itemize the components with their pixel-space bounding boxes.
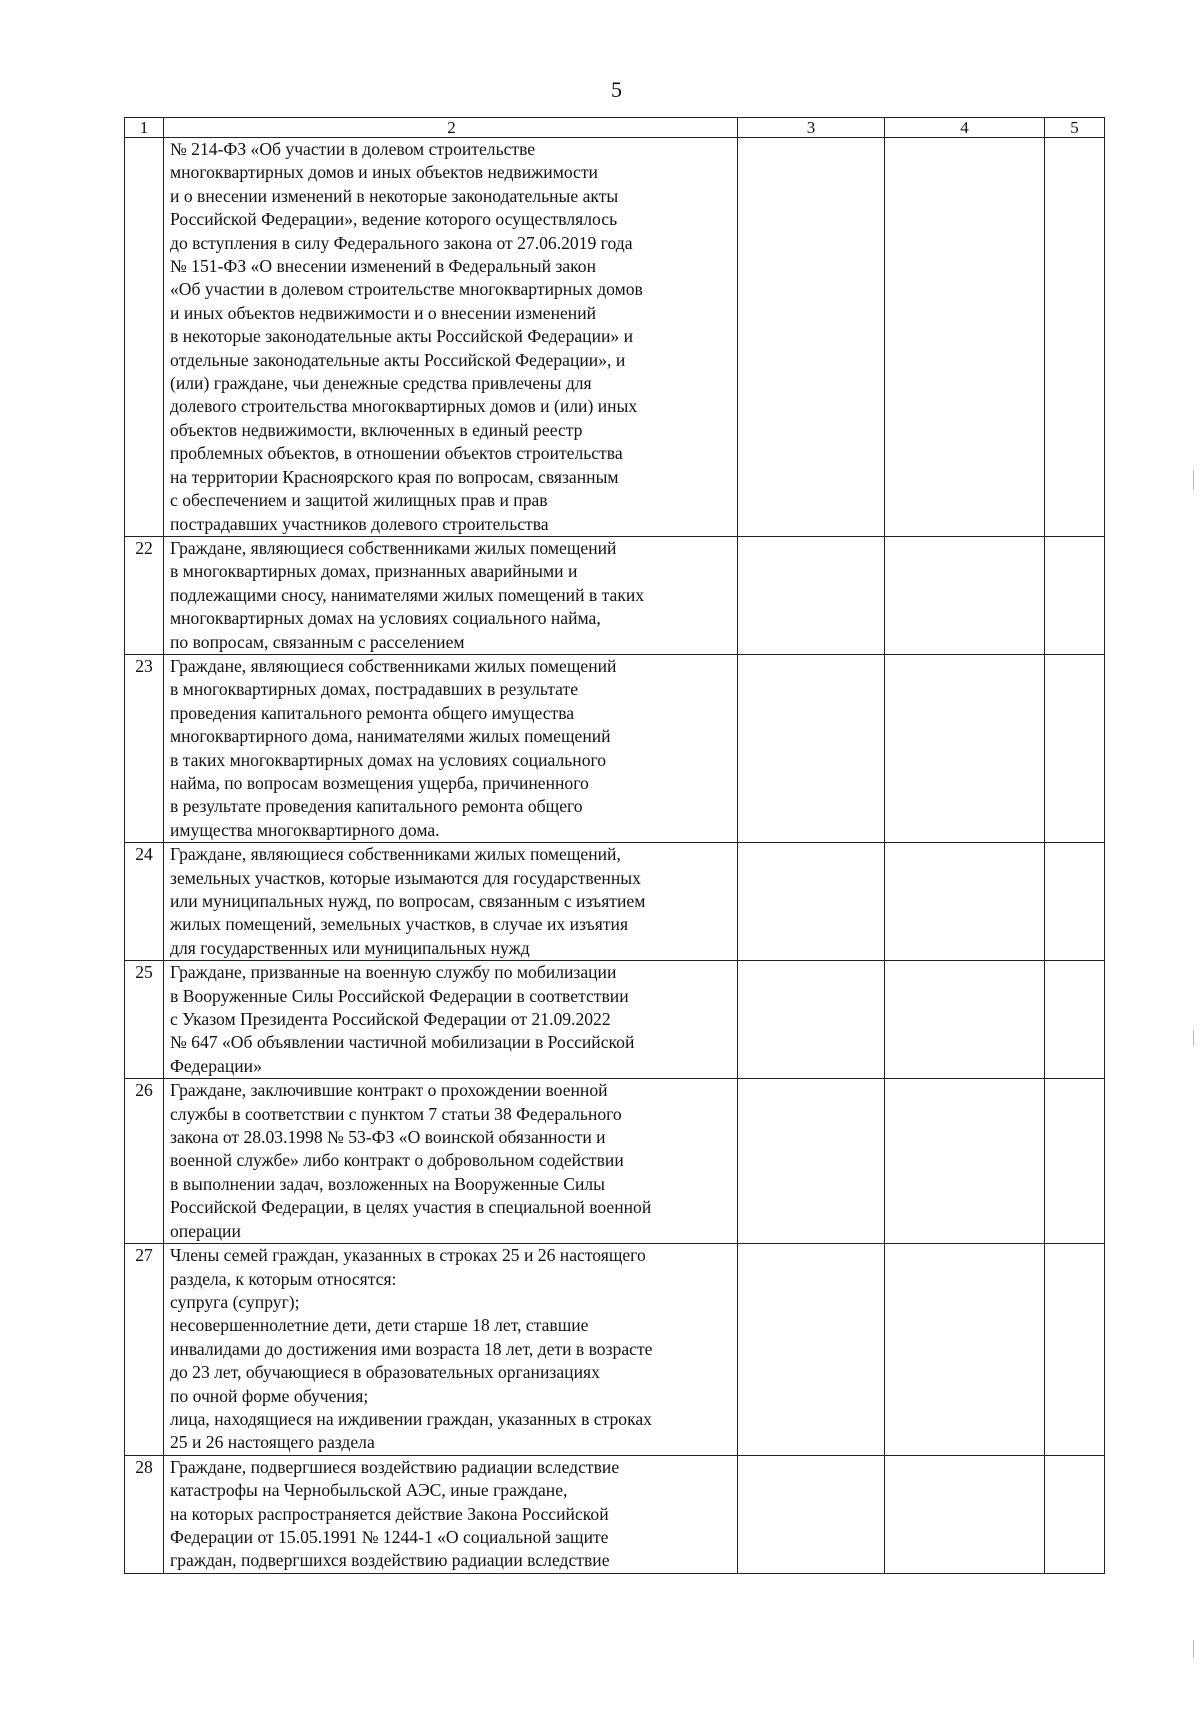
description-line: граждан, подвергшихся воздействию радиации вследствие xyxy=(170,1550,610,1571)
table-row xyxy=(125,1455,1105,1573)
description-line: супруга (супруг); xyxy=(170,1291,300,1312)
description-line: Российской Федерации, в целях участия в специальной военной xyxy=(170,1197,652,1218)
description-line: в результате проведения капитального ремонта общего xyxy=(170,796,583,817)
empty-column-4-cell xyxy=(885,138,1045,537)
description-line: в таких многоквартирных домах на условиях социального xyxy=(170,749,607,770)
description-line: операции xyxy=(170,1220,241,1241)
description-line: пострадавших участников долевого строительства xyxy=(170,513,549,534)
document-table xyxy=(124,117,1105,1574)
table-row xyxy=(125,536,1105,654)
row-number-cell: 27 xyxy=(125,1244,164,1456)
description-line: земельных участков, которые изымаются для государственных xyxy=(170,867,641,888)
column-header-5: 5 xyxy=(1045,118,1105,138)
description-line: Граждане, подвергшиеся воздействию радиации вследствие xyxy=(170,1456,620,1477)
empty-column-5-cell xyxy=(1045,536,1105,654)
empty-column-3-cell xyxy=(738,1079,885,1244)
description-line: многоквартирного дома, нанимателями жилых помещений xyxy=(170,726,611,747)
description-line: в Вооруженные Силы Российской Федерации в соответствии xyxy=(170,985,629,1006)
empty-column-3-cell xyxy=(738,961,885,1079)
description-cell xyxy=(164,654,738,842)
description-line: проведения капитального ремонта общего имущества xyxy=(170,702,575,723)
row-number-cell: 28 xyxy=(125,1455,164,1573)
empty-column-5-cell xyxy=(1045,961,1105,1079)
table-header-row xyxy=(125,118,1105,138)
description-line: до вступления в силу Федерального закона от 27.06.2019 года xyxy=(170,232,633,253)
table-row xyxy=(125,1244,1105,1456)
description-line: или муниципальных нужд, по вопросам, связанным с изъятием xyxy=(170,891,646,911)
description-line: многоквартирных домах на условиях социального найма, xyxy=(170,608,601,629)
row-number-cell xyxy=(125,138,164,537)
description-cell xyxy=(164,1079,738,1244)
description-line: Российской Федерации», ведение которого осуществлялось xyxy=(170,209,618,230)
table-row xyxy=(125,843,1105,961)
description-line: катастрофы на Чернобыльской АЭС, иные граждане, xyxy=(170,1480,568,1501)
empty-column-4-cell xyxy=(885,654,1045,842)
description-line: в многоквартирных домах, пострадавших в результате xyxy=(170,679,578,700)
description-line: Граждане, являющиеся собственниками жилых помещений, xyxy=(170,844,621,865)
description-line: (или) граждане, чьи денежные средства привлечены для xyxy=(170,373,592,394)
description-line: объектов недвижимости, включенных в единый реестр xyxy=(170,419,583,440)
table-row xyxy=(125,961,1105,1079)
empty-column-3-cell xyxy=(738,1244,885,1456)
description-line: жилых помещений, земельных участков, в случае их изъятия xyxy=(170,914,629,935)
description-line: имущества многоквартирного дома. xyxy=(170,819,440,840)
row-number-cell: 23 xyxy=(125,654,164,842)
description-line: с обеспечением и защитой жилищных прав и прав xyxy=(170,490,548,511)
description-line: № 214-ФЗ «Об участии в долевом строительстве xyxy=(170,139,536,159)
table-row xyxy=(125,1079,1105,1244)
description-line: в некоторые законодательные акты Российской Федерации» и xyxy=(170,326,634,347)
empty-column-4-cell xyxy=(885,536,1045,654)
description-cell xyxy=(164,1455,738,1573)
description-line: военной службе» либо контракт о добровольном содействии xyxy=(170,1150,624,1171)
description-line: отдельные законодательные акты Российской Федерации», и xyxy=(170,349,626,370)
description-line: инвалидами до достижения ими возраста 18 лет, дети в возрасте xyxy=(170,1338,653,1359)
description-line: найма, по вопросам возмещения ущерба, причиненного xyxy=(170,772,589,793)
description-line: закона от 28.03.1998 № 53-ФЗ «О воинской обязанности и xyxy=(170,1127,606,1148)
description-cell xyxy=(164,1244,738,1456)
description-line: № 647 «Об объявлении частичной мобилизации в Российской xyxy=(170,1032,635,1053)
description-line: Члены семей граждан, указанных в строках 25 и 26 настоящего xyxy=(170,1245,646,1266)
description-line: Граждане, призванные на военную службу по мобилизации xyxy=(170,962,617,983)
description-line: несовершеннолетние дети, дети старше 18 лет, ставшие xyxy=(170,1315,589,1336)
page-number: 5 xyxy=(611,77,622,102)
empty-column-5-cell xyxy=(1045,1079,1105,1244)
empty-column-3-cell xyxy=(738,1455,885,1573)
description-line: на территории Красноярского края по вопросам, связанным xyxy=(170,466,619,487)
empty-column-4-cell xyxy=(885,961,1045,1079)
description-line: с Указом Президента Российской Федерации от 21.09.2022 xyxy=(170,1009,611,1030)
description-line: Граждане, являющиеся собственниками жилых помещений xyxy=(170,537,617,558)
description-cell xyxy=(164,961,738,1079)
empty-column-3-cell xyxy=(738,138,885,537)
scan-edge-mark xyxy=(1193,1640,1194,1658)
description-line: и о внесении изменений в некоторые законодательные акты xyxy=(170,185,619,206)
description-line: «Об участии в долевом строительстве многоквартирных домов xyxy=(170,279,643,300)
description-line: лица, находящиеся на иждивении граждан, указанных в строках xyxy=(170,1408,652,1429)
scan-edge-mark xyxy=(1193,470,1194,490)
row-number-cell: 24 xyxy=(125,843,164,961)
empty-column-3-cell xyxy=(738,536,885,654)
empty-column-3-cell xyxy=(738,654,885,842)
empty-column-3-cell xyxy=(738,843,885,961)
description-line: по вопросам, связанным с расселением xyxy=(170,631,465,652)
row-number-cell: 22 xyxy=(125,536,164,654)
empty-column-5-cell xyxy=(1045,654,1105,842)
column-header-4: 4 xyxy=(885,118,1045,138)
description-line: в многоквартирных домах, признанных аварийными и xyxy=(170,561,578,582)
column-header-1: 1 xyxy=(125,118,164,138)
empty-column-5-cell xyxy=(1045,843,1105,961)
row-number-cell: 25 xyxy=(125,961,164,1079)
description-line: многоквартирных домов и иных объектов недвижимости xyxy=(170,162,598,183)
empty-column-5-cell xyxy=(1045,1455,1105,1573)
description-line: Федерации от 15.05.1991 № 1244-1 «О социальной защите xyxy=(170,1526,609,1547)
row-number-cell: 26 xyxy=(125,1079,164,1244)
table-row xyxy=(125,654,1105,842)
description-line: для государственных или муниципальных нужд xyxy=(170,937,530,958)
empty-column-5-cell xyxy=(1045,138,1105,537)
description-line: по очной форме обучения; xyxy=(170,1385,369,1406)
column-header-2: 2 xyxy=(164,118,738,138)
empty-column-4-cell xyxy=(885,1455,1045,1573)
empty-column-4-cell xyxy=(885,843,1045,961)
table-row xyxy=(125,138,1105,537)
description-line: проблемных объектов, в отношении объектов строительства xyxy=(170,443,623,464)
description-line: долевого строительства многоквартирных домов и (или) иных xyxy=(170,396,638,417)
description-cell xyxy=(164,536,738,654)
description-line: и иных объектов недвижимости и о внесении изменений xyxy=(170,302,597,323)
scan-edge-mark xyxy=(1193,1030,1194,1046)
column-header-3: 3 xyxy=(738,118,885,138)
description-line: в выполнении задач, возложенных на Вооруженные Силы xyxy=(170,1173,605,1194)
description-line: подлежащими сносу, нанимателями жилых помещений в таких xyxy=(170,584,645,605)
description-line: Федерации» xyxy=(170,1055,262,1076)
description-line: Граждане, заключившие контракт о прохождении военной xyxy=(170,1080,608,1101)
description-line: № 151-ФЗ «О внесении изменений в Федеральный закон xyxy=(170,256,597,277)
description-cell xyxy=(164,843,738,961)
description-line: службы в соответствии с пунктом 7 статьи 38 Федерального xyxy=(170,1103,622,1124)
empty-column-5-cell xyxy=(1045,1244,1105,1456)
description-cell xyxy=(164,138,738,537)
empty-column-4-cell xyxy=(885,1244,1045,1456)
description-line: на которых распространяется действие Закона Российской xyxy=(170,1503,609,1524)
description-line: раздела, к которым относятся: xyxy=(170,1268,397,1289)
empty-column-4-cell xyxy=(885,1079,1045,1244)
description-line: 25 и 26 настоящего раздела xyxy=(170,1432,375,1453)
description-line: Граждане, являющиеся собственниками жилых помещений xyxy=(170,655,617,676)
description-line: до 23 лет, обучающиеся в образовательных организациях xyxy=(170,1362,600,1383)
